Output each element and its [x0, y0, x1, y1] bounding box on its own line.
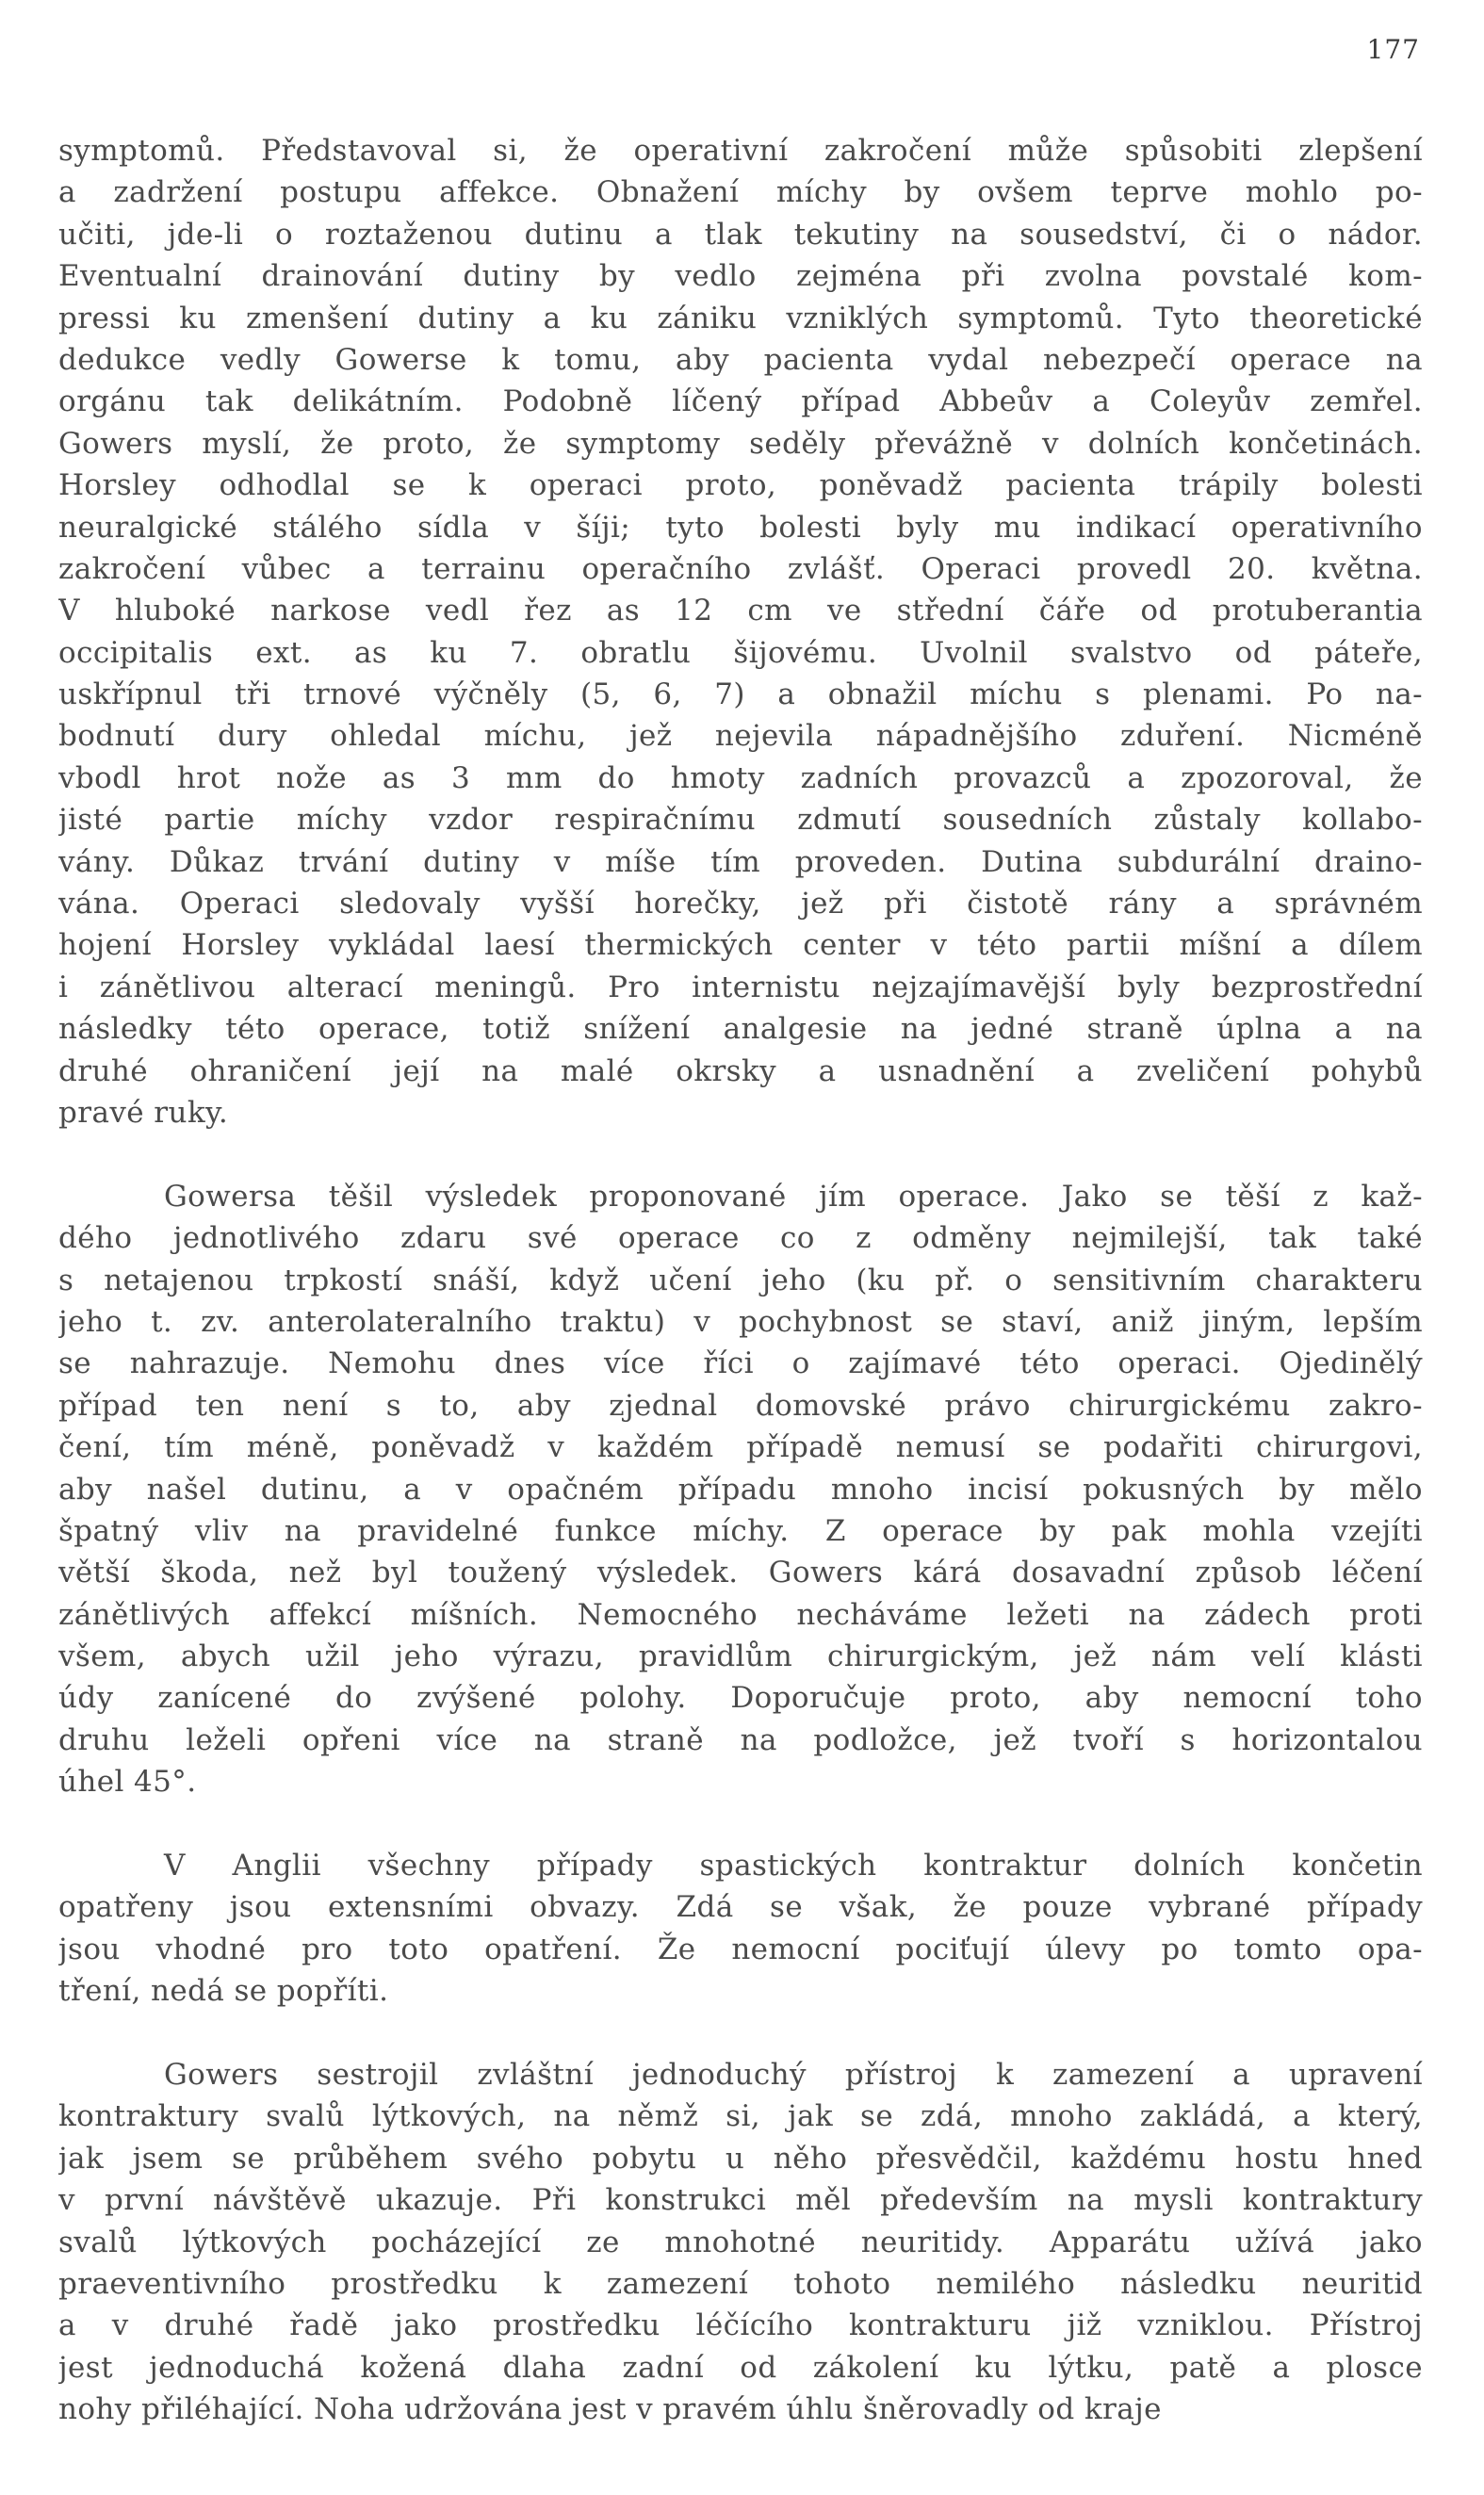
text-line: Gowers sestrojil zvláštní jednoduchý přístroj k zamezení a upravení [164, 2057, 1423, 2092]
text-line: V Anglii všechny případy spastických kontraktur dolních končetin [164, 1849, 1423, 1883]
text-line: dedukce vedly Gowerse k tomu, aby pacienta vydal nebezpečí operace na [58, 342, 1423, 377]
paragraph-gap [58, 1803, 1423, 1845]
text-line: učiti, jde-li o roztaženou dutinu a tlak tekutiny na sousedství, či o nádor. [58, 217, 1423, 252]
text-line: nohy přiléhající. Noha udržována jest v pravém úhlu šněrovadly od kraje [58, 2392, 1162, 2427]
text-line: Horsley odhodlal se k operaci proto, poněvadž pacienta trápily bolesti [58, 468, 1423, 503]
text-line: uskřípnul tři trnové výčněly (5, 6, 7) a obnažil míchu s plenami. Po na- [58, 677, 1423, 712]
text-line: svalů lýtkových pocházející ze mnohotné neuritidy. Apparátu užívá jako [58, 2225, 1423, 2259]
text-line: a v druhé řadě jako prostředku léčícího kontrakturu již vzniklou. Přístroj [58, 2308, 1423, 2343]
paragraph [58, 1176, 1423, 1803]
text-line: údy zanícené do zvýšené polohy. Doporučuje proto, aby nemocní toho [58, 1681, 1423, 1716]
text-line: s netajenou trpkostí snáší, když učení jeho (ku př. o sensitivním charakteru [58, 1263, 1423, 1297]
paragraph [58, 2054, 1423, 2431]
body-text [58, 130, 1423, 2430]
text-line: úhel 45°. [58, 1765, 197, 1800]
paragraph [58, 130, 1423, 1133]
text-line: vány. Důkaz trvání dutiny v míše tím proveden. Dutina subdurální draino- [58, 844, 1423, 879]
text-line: následky této operace, totiž snížení analgesie na jedné straně úplna a na [58, 1012, 1423, 1047]
text-line: zakročení vůbec a terrainu operačního zvlášť. Operaci provedl 20. května. [58, 551, 1423, 586]
text-line: praeventivního prostředku k zamezení tohoto nemilého následku neuritid [58, 2266, 1423, 2301]
text-line: symptomů. Představoval si, že operativní zakročení může spůsobiti zlepšení [58, 134, 1423, 168]
text-line: occipitalis ext. as ku 7. obratlu šijovému. Uvolnil svalstvo od páteře, [58, 635, 1423, 670]
text-line: tření, nedá se popříti. [58, 1974, 389, 2009]
text-line: aby našel dutinu, a v opačném případu mnoho incisí pokusných by mělo [58, 1472, 1423, 1507]
text-line: jisté partie míchy vzdor respiračnímu zdmutí sousedních zůstaly kollabo- [58, 803, 1423, 838]
text-line: a zadržení postupu affekce. Obnažení míchy by ovšem teprve mohlo po- [58, 175, 1423, 210]
text-line: vána. Operaci sledovaly vyšší horečky, jež při čistotě rány a správném [58, 887, 1423, 921]
page-number: 177 [1366, 34, 1420, 65]
text-line: čení, tím méně, poněvadž v každém případě nemusí se podařiti chirurgovi, [58, 1430, 1423, 1465]
paragraph-gap [58, 2013, 1423, 2054]
text-line: druhé ohraničení její na malé okrsky a usnadnění a zveličení pohybů [58, 1053, 1423, 1088]
text-line: jest jednoduchá kožená dlaha zadní od zákolení ku lýtku, patě a plosce [58, 2350, 1423, 2385]
text-line: orgánu tak delikátním. Podobně líčený případ Abbeův a Coleyův zemřel. [58, 384, 1423, 419]
text-line: zánětlivých affekcí míšních. Nemocného necháváme ležeti na zádech proti [58, 1597, 1423, 1632]
text-line: špatný vliv na pravidelné funkce míchy. Z operace by pak mohla vzejíti [58, 1513, 1423, 1548]
text-line: V hluboké narkose vedl řez as 12 cm ve střední čáře od protuberantia [58, 594, 1423, 628]
paragraph [58, 1845, 1423, 2013]
text-line: opatřeny jsou extensními obvazy. Zdá se však, že pouze vybrané případy [58, 1890, 1423, 1925]
text-line: v první návštěvě ukazuje. Při konstrukci měl především na mysli kontraktury [58, 2183, 1423, 2218]
text-line: dého jednotlivého zdaru své operace co z odměny nejmilejší, tak také [58, 1221, 1423, 1256]
text-line: větší škoda, než byl toužený výsledek. Gowers kárá dosavadní způsob léčení [58, 1556, 1423, 1590]
text-line: neuralgické stálého sídla v šíji; tyto bolesti byly mu indikací operativního [58, 510, 1423, 545]
text-line: kontraktury svalů lýtkových, na němž si, jak se zdá, mnoho zakládá, a který, [58, 2099, 1423, 2134]
text-line: vbodl hrot nože as 3 mm do hmoty zadních provazců a zpozoroval, že [58, 760, 1423, 795]
text-line: i zánětlivou alterací meningů. Pro internistu nejzajímavější byly bezprostřední [58, 970, 1423, 1004]
text-line: Gowers myslí, že proto, že symptomy seděly převážně v dolních končetinách. [58, 426, 1423, 461]
text-line: jak jsem se průběhem svého pobytu u něho přesvědčil, každému hostu hned [58, 2141, 1423, 2176]
text-line: druhu leželi opřeni více na straně na podložce, jež tvoří s horizontalou [58, 1722, 1423, 1757]
text-line: bodnutí dury ohledal míchu, jež nejevila nápadnějšího zduření. Nicméně [58, 719, 1423, 754]
text-line: pressi ku zmenšení dutiny a ku zániku vzniklých symptomů. Tyto theoretické [58, 301, 1423, 335]
text-line: případ ten není s to, aby zjednal domovské právo chirurgickému zakro- [58, 1388, 1423, 1423]
text-line: se nahrazuje. Nemohu dnes více říci o zajímavé této operaci. Ojedinělý [58, 1346, 1423, 1381]
text-line: Gowersa těšil výsledek proponované jím operace. Jako se těší z kaž- [164, 1179, 1423, 1214]
text-line: všem, abych užil jeho výrazu, pravidlům chirurgickým, jež nám velí klásti [58, 1639, 1423, 1674]
text-line: hojení Horsley vykládal laesí thermických center v této partii míšní a dílem [58, 928, 1423, 963]
paragraph-gap [58, 1133, 1423, 1175]
text-line: jeho t. zv. anterolateralního traktu) v pochybnost se staví, aniž jiným, lepším [58, 1304, 1423, 1339]
text-line: jsou vhodné pro toto opatření. Že nemocní pociťují úlevy po tomto opa- [58, 1932, 1423, 1966]
text-line: pravé ruky. [58, 1095, 229, 1130]
text-line: Eventualní drainování dutiny by vedlo zejména při zvolna povstalé kom- [58, 259, 1423, 294]
